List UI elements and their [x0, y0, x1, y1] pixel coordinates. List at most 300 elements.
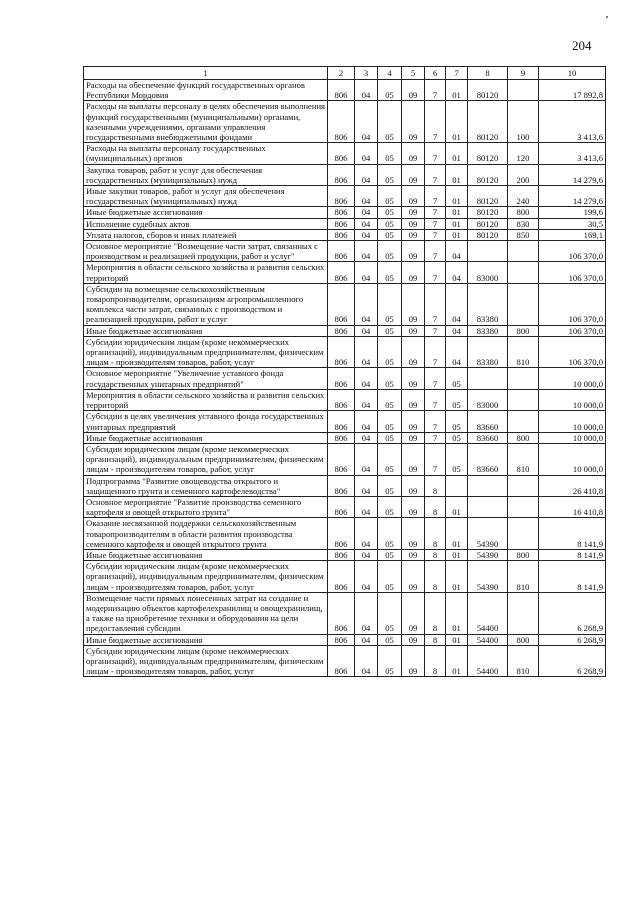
ved-code-cell: 806: [328, 164, 355, 185]
ved-code-cell: 806: [328, 496, 355, 517]
section-cell: 04: [355, 389, 378, 410]
subsection-cell: 05: [378, 336, 402, 368]
activity-cell: 04: [446, 325, 468, 336]
scan-speck: [606, 16, 608, 18]
budget-table: [83, 66, 606, 677]
table-row: [84, 496, 606, 517]
table-row: [84, 634, 606, 645]
expense-type-cell: 810: [508, 645, 539, 677]
direction-cell: 83660: [468, 411, 508, 432]
subprogram-cell: 8: [425, 475, 446, 496]
program-cell: 09: [402, 325, 425, 336]
table-row: [84, 218, 606, 229]
table-row: [84, 475, 606, 496]
subprogram-cell: 8: [425, 496, 446, 517]
amount-cell: 6 268,9: [539, 634, 606, 645]
activity-cell: 01: [446, 496, 468, 517]
table-row: [84, 368, 606, 389]
ved-code-cell: 806: [328, 241, 355, 262]
program-cell: 09: [402, 411, 425, 432]
subprogram-cell: 7: [425, 325, 446, 336]
direction-cell: 83660: [468, 432, 508, 443]
table-row: [84, 241, 606, 262]
ved-code-cell: 806: [328, 561, 355, 593]
subprogram-cell: 7: [425, 207, 446, 218]
amount-cell: 6 268,9: [539, 645, 606, 677]
subsection-cell: 05: [378, 143, 402, 164]
row-name-cell: Расходы на выплаты персоналу в целях обеспечения выполнения функций государственными (муниципальными) органами, казенными учреждениями, органами управления государственными внебюджетными фондами: [84, 101, 328, 143]
activity-cell: 01: [446, 80, 468, 101]
program-cell: 09: [402, 368, 425, 389]
subsection-cell: 05: [378, 218, 402, 229]
column-header: 9: [508, 67, 539, 80]
section-cell: 04: [355, 241, 378, 262]
activity-cell: 01: [446, 645, 468, 677]
subsection-cell: 05: [378, 101, 402, 143]
column-header: 10: [539, 67, 606, 80]
amount-cell: 8 141,9: [539, 561, 606, 593]
ved-code-cell: 806: [328, 262, 355, 283]
expense-type-cell: 850: [508, 229, 539, 240]
subprogram-cell: 8: [425, 645, 446, 677]
row-name-cell: Мероприятия в области сельского хозяйства и развития сельских территорий: [84, 262, 328, 283]
row-name-cell: Расходы на обеспечение функций государственных органов Республики Мордовия: [84, 80, 328, 101]
direction-cell: 54400: [468, 592, 508, 634]
subprogram-cell: 7: [425, 432, 446, 443]
table-row: [84, 164, 606, 185]
row-name-cell: Субсидии юридическим лицам (кроме некоммерческих организаций), индивидуальным предпринимателям, физическим лицам - производителям товаров, работ, услуг: [84, 645, 328, 677]
subsection-cell: 05: [378, 561, 402, 593]
amount-cell: 169,1: [539, 229, 606, 240]
expense-type-cell: 200: [508, 164, 539, 185]
program-cell: 09: [402, 443, 425, 475]
subprogram-cell: 7: [425, 241, 446, 262]
expense-type-cell: [508, 283, 539, 325]
subprogram-cell: 7: [425, 443, 446, 475]
table-row: [84, 262, 606, 283]
subsection-cell: 05: [378, 411, 402, 432]
amount-cell: 6 268,9: [539, 592, 606, 634]
amount-cell: 10 000,0: [539, 368, 606, 389]
expense-type-cell: [508, 368, 539, 389]
table-row: [84, 561, 606, 593]
program-cell: 09: [402, 549, 425, 560]
activity-cell: 05: [446, 443, 468, 475]
activity-cell: 01: [446, 634, 468, 645]
row-name-cell: Субсидии в целях увеличения уставного фонда государственных унитарных предприятий: [84, 411, 328, 432]
expense-type-cell: 810: [508, 561, 539, 593]
ved-code-cell: 806: [328, 283, 355, 325]
ved-code-cell: 806: [328, 207, 355, 218]
expense-type-cell: 800: [508, 432, 539, 443]
row-name-cell: Иные бюджетные ассигнования: [84, 432, 328, 443]
activity-cell: 01: [446, 592, 468, 634]
row-name-cell: Мероприятия в области сельского хозяйства и развития сельских территорий: [84, 389, 328, 410]
ved-code-cell: 806: [328, 443, 355, 475]
section-cell: 04: [355, 186, 378, 207]
ved-code-cell: 806: [328, 325, 355, 336]
subsection-cell: 05: [378, 634, 402, 645]
expense-type-cell: [508, 262, 539, 283]
subprogram-cell: 7: [425, 164, 446, 185]
section-cell: 04: [355, 592, 378, 634]
activity-cell: 05: [446, 411, 468, 432]
subprogram-cell: 7: [425, 368, 446, 389]
program-cell: 09: [402, 389, 425, 410]
activity-cell: 01: [446, 218, 468, 229]
table-row: [84, 411, 606, 432]
section-cell: 04: [355, 475, 378, 496]
subsection-cell: 05: [378, 207, 402, 218]
section-cell: 04: [355, 549, 378, 560]
expense-type-cell: 800: [508, 549, 539, 560]
subsection-cell: 05: [378, 80, 402, 101]
direction-cell: 83000: [468, 262, 508, 283]
section-cell: 04: [355, 411, 378, 432]
ved-code-cell: 806: [328, 411, 355, 432]
program-cell: 09: [402, 336, 425, 368]
section-cell: 04: [355, 207, 378, 218]
program-cell: 09: [402, 207, 425, 218]
section-cell: 04: [355, 518, 378, 550]
direction-cell: 83380: [468, 336, 508, 368]
section-cell: 04: [355, 218, 378, 229]
subsection-cell: 05: [378, 443, 402, 475]
activity-cell: 01: [446, 549, 468, 560]
column-header: 5: [402, 67, 425, 80]
amount-cell: 10 000,0: [539, 432, 606, 443]
section-cell: 04: [355, 325, 378, 336]
ved-code-cell: 806: [328, 432, 355, 443]
ved-code-cell: 806: [328, 368, 355, 389]
table-row: [84, 186, 606, 207]
program-cell: 09: [402, 186, 425, 207]
direction-cell: 54390: [468, 518, 508, 550]
subprogram-cell: 7: [425, 389, 446, 410]
direction-cell: 83660: [468, 443, 508, 475]
ved-code-cell: 806: [328, 475, 355, 496]
subsection-cell: 05: [378, 475, 402, 496]
direction-cell: 83000: [468, 389, 508, 410]
row-name-cell: Субсидии юридическим лицам (кроме некоммерческих организаций), индивидуальным предпринимателям, физическим лицам - производителям товаров, работ, услуг: [84, 561, 328, 593]
row-name-cell: Возмещение части прямых понесенных затрат на создание и модернизацию объектов картофелехранилищ и овощехранилищ, а также на приобретение техники и оборудования на цели предоставления субсидии: [84, 592, 328, 634]
subprogram-cell: 7: [425, 411, 446, 432]
ved-code-cell: 806: [328, 101, 355, 143]
section-cell: 04: [355, 336, 378, 368]
program-cell: 09: [402, 645, 425, 677]
row-name-cell: Оказание несвязанной поддержки сельскохозяйственным товаропроизводителям в области развития производства семенного картофеля и овощей открытого грунта: [84, 518, 328, 550]
subprogram-cell: 8: [425, 561, 446, 593]
ved-code-cell: 806: [328, 518, 355, 550]
direction-cell: 80120: [468, 207, 508, 218]
row-name-cell: Основное мероприятие "Развитие производства семенного картофеля и овощей открытого грунта": [84, 496, 328, 517]
direction-cell: [468, 241, 508, 262]
activity-cell: 01: [446, 164, 468, 185]
expense-type-cell: [508, 518, 539, 550]
expense-type-cell: [508, 592, 539, 634]
table-row: [84, 325, 606, 336]
table-header-row: [84, 67, 606, 80]
expense-type-cell: 240: [508, 186, 539, 207]
table-row: [84, 518, 606, 550]
row-name-cell: Закупка товаров, работ и услуг для обеспечения государственных (муниципальных) нужд: [84, 164, 328, 185]
section-cell: 04: [355, 561, 378, 593]
expense-type-cell: [508, 496, 539, 517]
subprogram-cell: 8: [425, 518, 446, 550]
activity-cell: 04: [446, 241, 468, 262]
subprogram-cell: 7: [425, 218, 446, 229]
row-name-cell: Подпрограмма "Развитие овощеводства открытого и защищенного грунта и семенного картофелеводства": [84, 475, 328, 496]
amount-cell: 14 279,6: [539, 164, 606, 185]
expense-type-cell: [508, 389, 539, 410]
activity-cell: 01: [446, 101, 468, 143]
activity-cell: 01: [446, 561, 468, 593]
subprogram-cell: 7: [425, 336, 446, 368]
table-row: [84, 645, 606, 677]
section-cell: 04: [355, 143, 378, 164]
section-cell: 04: [355, 101, 378, 143]
row-name-cell: Иные бюджетные ассигнования: [84, 207, 328, 218]
table-row: [84, 80, 606, 101]
program-cell: 09: [402, 164, 425, 185]
row-name-cell: Иные бюджетные ассигнования: [84, 549, 328, 560]
amount-cell: 10 000,0: [539, 411, 606, 432]
amount-cell: 106 370,0: [539, 283, 606, 325]
subsection-cell: 05: [378, 186, 402, 207]
program-cell: 09: [402, 241, 425, 262]
program-cell: 09: [402, 80, 425, 101]
program-cell: 09: [402, 218, 425, 229]
expense-type-cell: 810: [508, 336, 539, 368]
subprogram-cell: 8: [425, 634, 446, 645]
ved-code-cell: 806: [328, 592, 355, 634]
ved-code-cell: 806: [328, 218, 355, 229]
activity-cell: 04: [446, 262, 468, 283]
section-cell: 04: [355, 443, 378, 475]
subprogram-cell: 7: [425, 101, 446, 143]
page-number: 204: [572, 38, 592, 53]
row-name-cell: Уплата налогов, сборов и иных платежей: [84, 229, 328, 240]
table-row: [84, 229, 606, 240]
amount-cell: 106 370,0: [539, 325, 606, 336]
expense-type-cell: 830: [508, 218, 539, 229]
table-row: [84, 432, 606, 443]
ved-code-cell: 806: [328, 645, 355, 677]
subprogram-cell: 7: [425, 80, 446, 101]
activity-cell: 04: [446, 283, 468, 325]
expense-type-cell: [508, 241, 539, 262]
subprogram-cell: 8: [425, 549, 446, 560]
amount-cell: 106 370,0: [539, 262, 606, 283]
amount-cell: 106 370,0: [539, 336, 606, 368]
direction-cell: 80120: [468, 80, 508, 101]
row-name-cell: Расходы на выплаты персоналу государственных (муниципальных) органов: [84, 143, 328, 164]
section-cell: 04: [355, 368, 378, 389]
direction-cell: [468, 496, 508, 517]
row-name-cell: Субсидии юридическим лицам (кроме некоммерческих организаций), индивидуальным предпринимателям, физическим лицам - производителям товаров, работ, услуг: [84, 336, 328, 368]
activity-cell: 01: [446, 229, 468, 240]
subsection-cell: 05: [378, 325, 402, 336]
section-cell: 04: [355, 164, 378, 185]
section-cell: 04: [355, 229, 378, 240]
program-cell: 09: [402, 262, 425, 283]
direction-cell: 80120: [468, 101, 508, 143]
amount-cell: 10 000,0: [539, 389, 606, 410]
column-header: 1: [84, 67, 328, 80]
subsection-cell: 05: [378, 432, 402, 443]
program-cell: 09: [402, 475, 425, 496]
subsection-cell: 05: [378, 368, 402, 389]
subprogram-cell: 7: [425, 229, 446, 240]
amount-cell: 8 141,9: [539, 518, 606, 550]
row-name-cell: Иные бюджетные ассигнования: [84, 325, 328, 336]
ved-code-cell: 806: [328, 80, 355, 101]
table-row: [84, 143, 606, 164]
program-cell: 09: [402, 592, 425, 634]
row-name-cell: Исполнение судебных актов: [84, 218, 328, 229]
direction-cell: 80120: [468, 143, 508, 164]
direction-cell: [468, 475, 508, 496]
section-cell: 04: [355, 80, 378, 101]
amount-cell: 30,5: [539, 218, 606, 229]
program-cell: 09: [402, 101, 425, 143]
direction-cell: 80120: [468, 218, 508, 229]
amount-cell: 199,6: [539, 207, 606, 218]
table-row: [84, 336, 606, 368]
row-name-cell: Иные закупки товаров, работ и услуг для обеспечения государственных (муниципальных) нужд: [84, 186, 328, 207]
direction-cell: 54400: [468, 645, 508, 677]
row-name-cell: Основное мероприятие "Возмещение части затрат, связанных с производством и реализацией продукции, работ и услуг": [84, 241, 328, 262]
table-row: [84, 207, 606, 218]
activity-cell: 05: [446, 432, 468, 443]
expense-type-cell: 120: [508, 143, 539, 164]
row-name-cell: Основное мероприятие "Увеличение уставного фонда государственных унитарных предприятий": [84, 368, 328, 389]
table-row: [84, 592, 606, 634]
row-name-cell: Субсидии юридическим лицам (кроме некоммерческих организаций), индивидуальным предпринимателям, физическим лицам - производителям товаров, работ, услуг: [84, 443, 328, 475]
subsection-cell: 05: [378, 283, 402, 325]
expense-type-cell: 100: [508, 101, 539, 143]
row-name-cell: Субсидии на возмещение сельскохозяйственным товаропроизводителям, организациям агропромышленного комплекса части затрат, связанных с производством и реализацией продукции, работ и услуг: [84, 283, 328, 325]
ved-code-cell: 806: [328, 336, 355, 368]
ved-code-cell: 806: [328, 389, 355, 410]
subsection-cell: 05: [378, 592, 402, 634]
subsection-cell: 05: [378, 645, 402, 677]
subprogram-cell: 8: [425, 592, 446, 634]
ved-code-cell: 806: [328, 634, 355, 645]
section-cell: 04: [355, 645, 378, 677]
section-cell: 04: [355, 262, 378, 283]
program-cell: 09: [402, 432, 425, 443]
direction-cell: 54390: [468, 549, 508, 560]
column-header: 8: [468, 67, 508, 80]
direction-cell: 83380: [468, 325, 508, 336]
ved-code-cell: 806: [328, 549, 355, 560]
table-row: [84, 549, 606, 560]
table-row: [84, 283, 606, 325]
direction-cell: 80120: [468, 164, 508, 185]
activity-cell: [446, 475, 468, 496]
program-cell: 09: [402, 496, 425, 517]
expense-type-cell: 810: [508, 443, 539, 475]
subprogram-cell: 7: [425, 262, 446, 283]
program-cell: 09: [402, 283, 425, 325]
subsection-cell: 05: [378, 389, 402, 410]
subsection-cell: 05: [378, 241, 402, 262]
table-row: [84, 443, 606, 475]
column-header: 4: [378, 67, 402, 80]
program-cell: 09: [402, 143, 425, 164]
row-name-cell: Иные бюджетные ассигнования: [84, 634, 328, 645]
subsection-cell: 05: [378, 164, 402, 185]
activity-cell: 01: [446, 207, 468, 218]
expense-type-cell: [508, 411, 539, 432]
ved-code-cell: 806: [328, 143, 355, 164]
activity-cell: 01: [446, 518, 468, 550]
section-cell: 04: [355, 634, 378, 645]
section-cell: 04: [355, 496, 378, 517]
program-cell: 09: [402, 518, 425, 550]
amount-cell: 17 892,8: [539, 80, 606, 101]
subsection-cell: 05: [378, 518, 402, 550]
ved-code-cell: 806: [328, 186, 355, 207]
subsection-cell: 05: [378, 549, 402, 560]
column-header: 6: [425, 67, 446, 80]
table-row: [84, 389, 606, 410]
expense-type-cell: 800: [508, 634, 539, 645]
amount-cell: 8 141,9: [539, 549, 606, 560]
amount-cell: 14 279,6: [539, 186, 606, 207]
column-header: 7: [446, 67, 468, 80]
program-cell: 09: [402, 561, 425, 593]
subsection-cell: 05: [378, 262, 402, 283]
activity-cell: 05: [446, 389, 468, 410]
expense-type-cell: [508, 475, 539, 496]
direction-cell: 80120: [468, 229, 508, 240]
subprogram-cell: 7: [425, 186, 446, 207]
subsection-cell: 05: [378, 229, 402, 240]
column-header: 3: [355, 67, 378, 80]
column-header: 2: [328, 67, 355, 80]
amount-cell: 10 000,0: [539, 443, 606, 475]
amount-cell: 26 410,8: [539, 475, 606, 496]
table-row: [84, 101, 606, 143]
expense-type-cell: 800: [508, 207, 539, 218]
activity-cell: 05: [446, 368, 468, 389]
subprogram-cell: 7: [425, 143, 446, 164]
program-cell: 09: [402, 634, 425, 645]
amount-cell: 106 370,0: [539, 241, 606, 262]
activity-cell: 04: [446, 336, 468, 368]
direction-cell: 83380: [468, 283, 508, 325]
subprogram-cell: 7: [425, 283, 446, 325]
direction-cell: [468, 368, 508, 389]
expense-type-cell: 800: [508, 325, 539, 336]
amount-cell: 16 410,8: [539, 496, 606, 517]
program-cell: 09: [402, 229, 425, 240]
subsection-cell: 05: [378, 496, 402, 517]
activity-cell: 01: [446, 143, 468, 164]
section-cell: 04: [355, 432, 378, 443]
direction-cell: 54400: [468, 634, 508, 645]
ved-code-cell: 806: [328, 229, 355, 240]
amount-cell: 3 413,6: [539, 143, 606, 164]
activity-cell: 01: [446, 186, 468, 207]
direction-cell: 54390: [468, 561, 508, 593]
expense-type-cell: [508, 80, 539, 101]
section-cell: 04: [355, 283, 378, 325]
amount-cell: 3 413,6: [539, 101, 606, 143]
direction-cell: 80120: [468, 186, 508, 207]
